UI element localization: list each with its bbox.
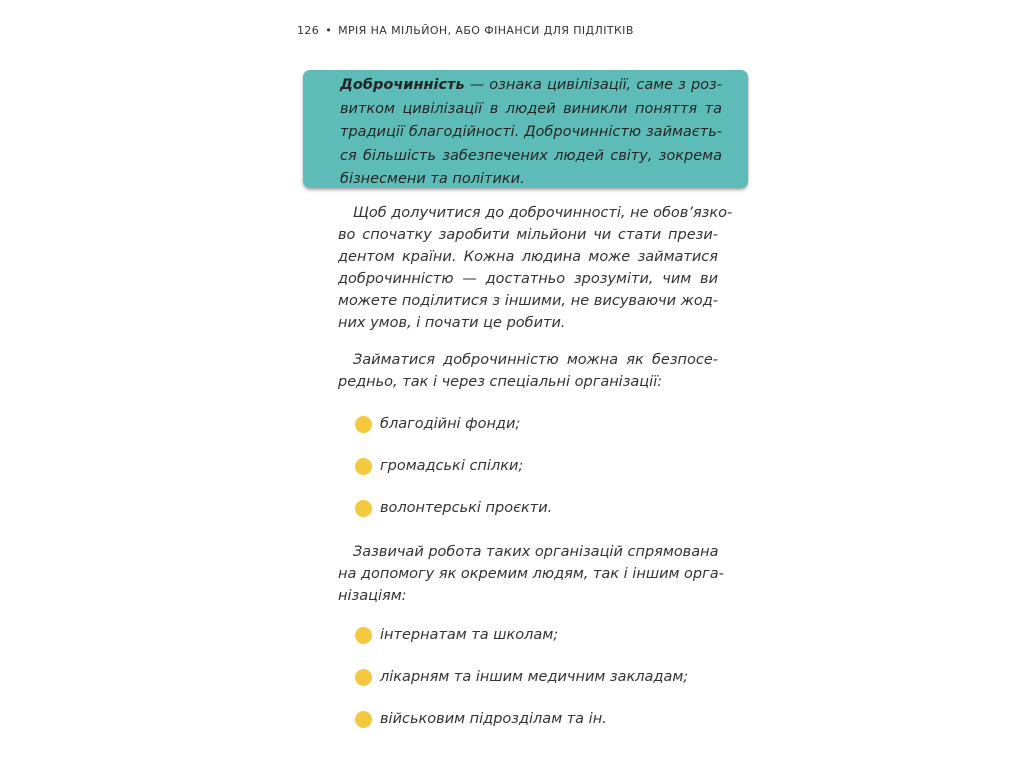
- definition-callout-text: [340, 74, 722, 192]
- list-item: волонтерські проєкти.: [355, 497, 552, 519]
- callout-term: Доброчинність: [340, 77, 465, 93]
- list-item: лікарням та іншим медичним закладам;: [355, 666, 688, 688]
- paragraph-2-line: Займатися доброчинністю можна як безпосе-: [353, 352, 718, 368]
- list-item: благодійні фонди;: [355, 413, 520, 435]
- paragraph-1-line: дентом країни. Кожна людина може займатися: [338, 249, 718, 265]
- list-item: громадські спілки;: [355, 455, 523, 477]
- callout-line-5: бізнесмени та політики.: [340, 171, 525, 188]
- paragraph-3-line: нізаціям:: [338, 588, 407, 604]
- callout-line-3: традиції благодійності. Доброчинністю займаєть-: [340, 124, 722, 141]
- page-number: 126: [297, 24, 320, 37]
- paragraph-3-line: Зазвичай робота таких організацій спрямована: [353, 544, 719, 560]
- paragraph-2-line: редньо, так і через спеціальні організації:: [338, 374, 663, 390]
- paragraph-1-line: Щоб долучитися до доброчинності, не обов’язко-: [353, 205, 733, 221]
- paragraph-1-line: доброчинністю — достатньо зрозуміти, чим ви: [338, 271, 718, 287]
- callout-line-4: ся більшість забезпечених людей світу, зокрема: [340, 147, 722, 164]
- list-item: військовим підрозділам та ін.: [355, 708, 607, 730]
- paragraph-1-line: них умов, і почати це робити.: [338, 315, 566, 331]
- list-item: інтернатам та школам;: [355, 624, 558, 646]
- paragraph-1-line: можете поділитися з іншими, не висуваючи жод-: [338, 293, 718, 309]
- paragraph-3-line: на допомогу як окремим людям, так і іншим орга-: [338, 566, 724, 582]
- running-header: [297, 24, 634, 37]
- book-title: МРІЯ НА МІЛЬЙОН, АБО ФІНАНСИ ДЛЯ ПІДЛІТКІВ: [338, 24, 634, 37]
- header-separator: •: [325, 24, 333, 37]
- bullet-dot-icon: [355, 416, 372, 433]
- bullet-dot-icon: [355, 711, 372, 728]
- bullet-dot-icon: [355, 627, 372, 644]
- callout-line-2: витком цивілізації в людей виникли поняття та: [340, 100, 722, 117]
- callout-line-1: Доброчинність — ознака цивілізації, саме з роз-: [340, 77, 722, 93]
- bullet-dot-icon: [355, 500, 372, 517]
- paragraph-1-line: во спочатку заробити мільйони чи стати прези-: [338, 227, 718, 243]
- bullet-dot-icon: [355, 669, 372, 686]
- bullet-dot-icon: [355, 458, 372, 475]
